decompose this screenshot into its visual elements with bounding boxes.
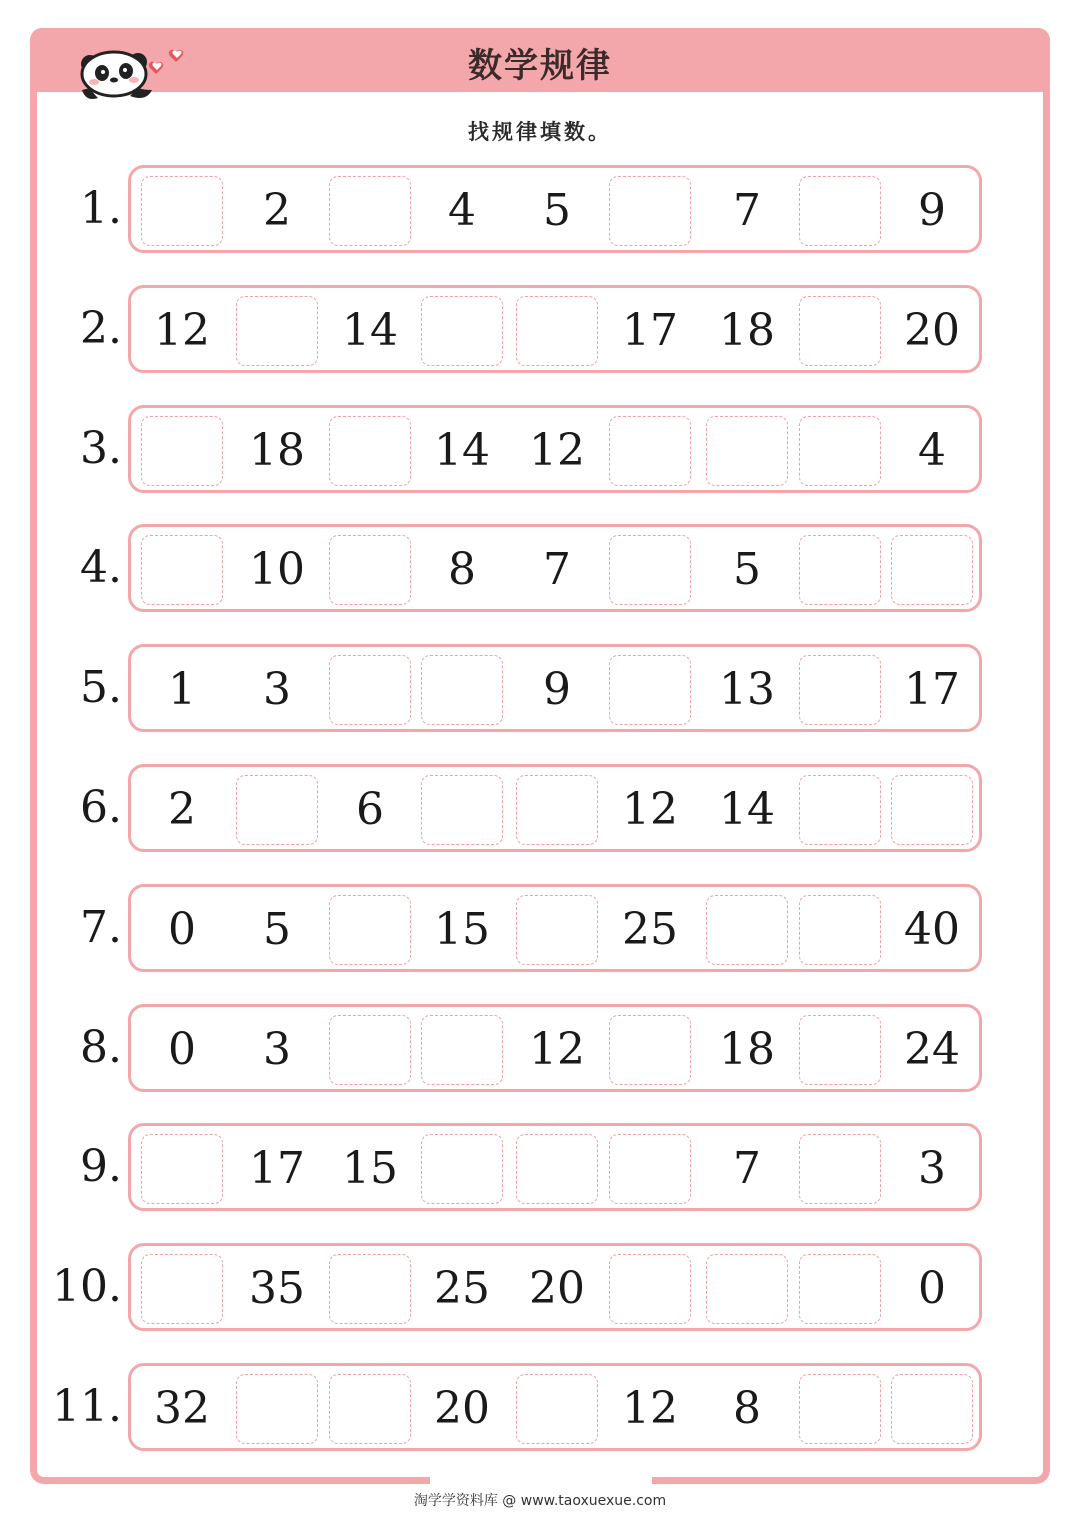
blank-answer-box[interactable] (141, 535, 223, 605)
blank-answer-box[interactable] (329, 895, 411, 965)
blank-answer-box[interactable] (609, 1254, 691, 1324)
blank-answer-box[interactable] (799, 296, 881, 366)
given-number: 3 (263, 1023, 291, 1075)
exercise-row (50, 762, 990, 854)
given-number: 9 (543, 664, 571, 716)
blank-answer-box[interactable] (799, 535, 881, 605)
sequence-box (128, 644, 982, 732)
sequence-box (128, 884, 982, 972)
exercise-row (50, 1002, 990, 1094)
given-number: 13 (719, 664, 775, 716)
given-number: 5 (543, 185, 571, 236)
blank-answer-box[interactable] (236, 296, 318, 366)
given-number: 2 (263, 185, 291, 236)
given-number: 12 (622, 784, 678, 835)
blank-answer-box[interactable] (329, 176, 411, 246)
row-number: 4. (80, 542, 122, 594)
row-number: 3. (80, 422, 122, 474)
given-number: 12 (154, 304, 210, 356)
given-number: 0 (918, 1263, 946, 1315)
sequence-box (128, 764, 982, 852)
blank-answer-box[interactable] (236, 1374, 318, 1444)
exercise-row (50, 283, 990, 375)
blank-answer-box[interactable] (799, 775, 881, 845)
given-number: 8 (448, 544, 476, 596)
given-number: 12 (529, 424, 585, 476)
blank-answer-box[interactable] (516, 895, 598, 965)
given-number: 14 (719, 784, 775, 835)
given-number: 0 (168, 1023, 196, 1075)
given-number: 5 (263, 903, 291, 955)
blank-answer-box[interactable] (516, 1374, 598, 1444)
blank-answer-box[interactable] (609, 535, 691, 605)
blank-answer-box[interactable] (141, 416, 223, 486)
given-number: 14 (342, 304, 398, 356)
exercise-row (50, 1241, 990, 1333)
blank-answer-box[interactable] (421, 775, 503, 845)
blank-answer-box[interactable] (609, 1015, 691, 1085)
blank-answer-box[interactable] (421, 655, 503, 725)
given-number: 40 (904, 903, 960, 955)
blank-answer-box[interactable] (799, 1254, 881, 1324)
given-number: 20 (904, 304, 960, 356)
given-number: 8 (733, 1383, 761, 1434)
given-number: 2 (168, 784, 196, 835)
frame-gap (430, 1472, 652, 1488)
given-number: 35 (249, 1263, 305, 1315)
blank-answer-box[interactable] (799, 655, 881, 725)
blank-answer-box[interactable] (516, 1134, 598, 1204)
given-number: 6 (356, 784, 384, 835)
row-number: 6. (80, 782, 122, 833)
blank-answer-box[interactable] (329, 1015, 411, 1085)
blank-answer-box[interactable] (329, 535, 411, 605)
blank-answer-box[interactable] (329, 1374, 411, 1444)
blank-answer-box[interactable] (516, 775, 598, 845)
given-number: 32 (154, 1383, 210, 1434)
blank-answer-box[interactable] (421, 1134, 503, 1204)
blank-answer-box[interactable] (799, 895, 881, 965)
given-number: 14 (434, 424, 490, 476)
given-number: 3 (263, 664, 291, 716)
blank-answer-box[interactable] (706, 1254, 788, 1324)
row-number: 10. (52, 1261, 122, 1313)
blank-answer-box[interactable] (706, 416, 788, 486)
given-number: 20 (529, 1263, 585, 1315)
blank-answer-box[interactable] (329, 416, 411, 486)
given-number: 1 (168, 664, 196, 716)
row-number: 5. (80, 662, 122, 714)
blank-answer-box[interactable] (236, 775, 318, 845)
given-number: 7 (733, 1143, 761, 1195)
blank-answer-box[interactable] (421, 1015, 503, 1085)
given-number: 18 (719, 304, 775, 356)
given-number: 20 (434, 1383, 490, 1434)
row-number: 1. (80, 183, 122, 234)
given-number: 18 (719, 1023, 775, 1075)
sequence-box (128, 1123, 982, 1211)
instruction-text: 找规律填数。 (468, 120, 612, 144)
sequence-box (128, 1004, 982, 1092)
row-number: 7. (80, 901, 122, 953)
row-number: 11. (52, 1381, 122, 1432)
given-number: 0 (168, 903, 196, 955)
blank-answer-box[interactable] (891, 535, 973, 605)
blank-answer-box[interactable] (609, 655, 691, 725)
exercise-row (50, 882, 990, 974)
blank-answer-box[interactable] (609, 416, 691, 486)
given-number: 12 (622, 1383, 678, 1434)
blank-answer-box[interactable] (609, 176, 691, 246)
given-number: 17 (249, 1143, 305, 1195)
given-number: 4 (918, 424, 946, 476)
exercise-row (50, 1121, 990, 1213)
blank-answer-box[interactable] (609, 1134, 691, 1204)
blank-answer-box[interactable] (329, 1254, 411, 1324)
given-number: 5 (733, 544, 761, 596)
given-number: 15 (342, 1143, 398, 1195)
blank-answer-box[interactable] (799, 1134, 881, 1204)
blank-answer-box[interactable] (799, 1374, 881, 1444)
footer-text: 淘学学资料库 @ www.taoxuexue.com (413, 1493, 667, 1509)
exercise-row (50, 522, 990, 614)
blank-answer-box[interactable] (141, 1134, 223, 1204)
exercise-row (50, 403, 990, 495)
blank-answer-box[interactable] (516, 296, 598, 366)
given-number: 4 (448, 185, 476, 236)
blank-answer-box[interactable] (799, 176, 881, 246)
exercise-row (50, 642, 990, 734)
given-number: 12 (529, 1023, 585, 1075)
given-number: 7 (733, 185, 761, 236)
sequence-box (128, 285, 982, 373)
blank-answer-box[interactable] (891, 775, 973, 845)
given-number: 15 (434, 903, 490, 955)
given-number: 9 (918, 185, 946, 236)
row-number: 8. (80, 1021, 122, 1073)
blank-answer-box[interactable] (141, 176, 223, 246)
given-number: 18 (249, 424, 305, 476)
exercise-row (50, 163, 990, 255)
given-number: 24 (904, 1023, 960, 1075)
sequence-box (128, 524, 982, 612)
blank-answer-box[interactable] (799, 416, 881, 486)
sequence-box (128, 1243, 982, 1331)
blank-answer-box[interactable] (799, 1015, 881, 1085)
blank-answer-box[interactable] (141, 1254, 223, 1324)
blank-answer-box[interactable] (891, 1374, 973, 1444)
given-number: 25 (622, 903, 678, 955)
sequence-box (128, 165, 982, 253)
given-number: 25 (434, 1263, 490, 1315)
given-number: 7 (543, 544, 571, 596)
sequence-box (128, 1363, 982, 1451)
exercise-row (50, 1361, 990, 1453)
given-number: 10 (249, 544, 305, 596)
blank-answer-box[interactable] (706, 895, 788, 965)
blank-answer-box[interactable] (421, 296, 503, 366)
sequence-box (128, 405, 982, 493)
blank-answer-box[interactable] (329, 655, 411, 725)
given-number: 3 (918, 1143, 946, 1195)
given-number: 17 (904, 664, 960, 716)
given-number: 17 (622, 304, 678, 356)
row-number: 9. (80, 1141, 122, 1193)
page-title: 数学规律 (468, 46, 612, 86)
row-number: 2. (80, 302, 122, 354)
